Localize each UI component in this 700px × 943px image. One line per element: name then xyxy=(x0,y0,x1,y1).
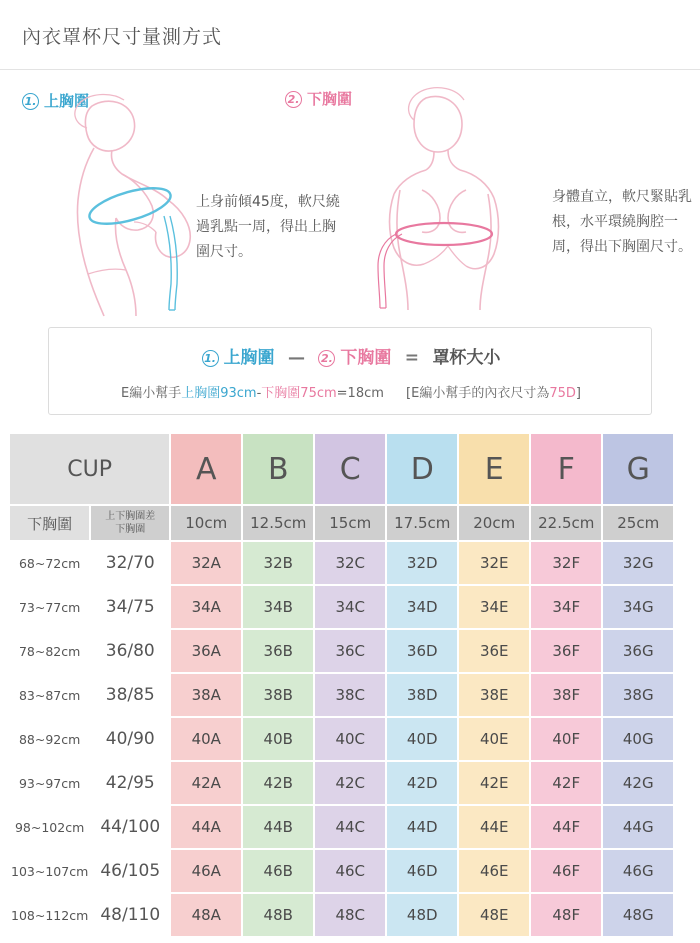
table-row xyxy=(10,718,673,760)
cell-B: 48B xyxy=(243,894,313,936)
formula-box xyxy=(48,327,652,415)
cell-D: 48D xyxy=(387,894,457,936)
cell-C: 44C xyxy=(315,806,385,848)
cell-F: 44F xyxy=(531,806,601,848)
cup-header-E: E xyxy=(459,434,529,504)
cell-D: 40D xyxy=(387,718,457,760)
cell-A: 38A xyxy=(171,674,241,716)
example-note-size: 75D xyxy=(549,386,576,401)
cell-B: 36B xyxy=(243,630,313,672)
cell-A: 42A xyxy=(171,762,241,804)
cell-F: 38F xyxy=(531,674,601,716)
step-1-caption: 上身前傾45度，軟尺繞過乳點一周，得出上胸圍尺寸。 xyxy=(196,194,340,260)
cell-C: 36C xyxy=(315,630,385,672)
cell-G: 36G xyxy=(603,630,673,672)
cell-E: 40E xyxy=(459,718,529,760)
row-band-size: 38/85 xyxy=(91,674,169,716)
example-note-prefix: [E編小幫手的內衣尺寸為 xyxy=(406,386,550,401)
table-row xyxy=(10,762,673,804)
cell-G: 32G xyxy=(603,542,673,584)
row-band-size: 42/95 xyxy=(91,762,169,804)
example-note-suffix: ] xyxy=(575,386,581,401)
cup-header-label: CUP xyxy=(10,434,169,504)
cell-E: 32E xyxy=(459,542,529,584)
cell-G: 42G xyxy=(603,762,673,804)
step-1-text: 上胸圍 xyxy=(44,92,90,110)
cell-G: 48G xyxy=(603,894,673,936)
example-prefix: E編小幫手 xyxy=(121,386,182,401)
cell-G: 38G xyxy=(603,674,673,716)
cell-D: 36D xyxy=(387,630,457,672)
cell-C: 34C xyxy=(315,586,385,628)
cell-F: 42F xyxy=(531,762,601,804)
cell-E: 44E xyxy=(459,806,529,848)
cell-E: 36E xyxy=(459,630,529,672)
formula-result: 罩杯大小 xyxy=(432,348,501,368)
cell-C: 46C xyxy=(315,850,385,892)
cell-D: 38D xyxy=(387,674,457,716)
cup-header-C: C xyxy=(315,434,385,504)
example-dash: - xyxy=(256,386,262,401)
cup-header-D: D xyxy=(387,434,457,504)
table-row xyxy=(10,542,673,584)
underbust-header-label: 下胸圍 xyxy=(10,506,89,540)
example-top-value: 上胸圍93cm xyxy=(181,386,257,401)
cup-header-B: B xyxy=(243,434,313,504)
step-2-caption: 身體直立，軟尺緊貼乳根，水平環繞胸腔一周，得出下胸圍尺寸。 xyxy=(552,189,692,255)
example-under-value: 下胸圍75cm xyxy=(261,386,337,401)
diff-value-E: 20cm xyxy=(459,506,529,540)
page-title: 內衣罩杯尺寸量測方式 xyxy=(22,26,223,48)
formula-expression xyxy=(49,343,653,368)
step-2-text: 下胸圍 xyxy=(307,90,353,108)
table-row xyxy=(10,806,673,848)
cell-D: 32D xyxy=(387,542,457,584)
diff-header-label xyxy=(91,506,169,540)
row-band-size: 48/110 xyxy=(91,894,169,936)
figure-underbust-measure-illustration xyxy=(330,82,550,312)
table-row xyxy=(10,630,673,672)
cell-B: 38B xyxy=(243,674,313,716)
cell-C: 42C xyxy=(315,762,385,804)
cell-C: 38C xyxy=(315,674,385,716)
formula-example xyxy=(49,382,653,401)
row-band-size: 32/70 xyxy=(91,542,169,584)
table-row xyxy=(10,850,673,892)
cup-header-G: G xyxy=(603,434,673,504)
cell-G: 44G xyxy=(603,806,673,848)
example-suffix: =18cm xyxy=(336,386,384,401)
formula-num-1: 1. xyxy=(202,350,219,367)
cell-E: 46E xyxy=(459,850,529,892)
row-band-size: 44/100 xyxy=(91,806,169,848)
cell-B: 40B xyxy=(243,718,313,760)
cell-B: 34B xyxy=(243,586,313,628)
formula-equals: = xyxy=(404,348,420,368)
table-row xyxy=(10,674,673,716)
cell-G: 34G xyxy=(603,586,673,628)
cell-G: 40G xyxy=(603,718,673,760)
row-underbust-range: 78~82cm xyxy=(10,630,89,672)
row-underbust-range: 93~97cm xyxy=(10,762,89,804)
diff-header-top: 上下胸圍差 xyxy=(105,511,156,522)
cell-B: 42B xyxy=(243,762,313,804)
diff-value-A: 10cm xyxy=(171,506,241,540)
cell-A: 44A xyxy=(171,806,241,848)
row-underbust-range: 98~102cm xyxy=(10,806,89,848)
step-2-number: 2. xyxy=(285,91,302,108)
cell-A: 40A xyxy=(171,718,241,760)
cell-F: 46F xyxy=(531,850,601,892)
cell-A: 32A xyxy=(171,542,241,584)
cell-C: 32C xyxy=(315,542,385,584)
formula-term-2 xyxy=(318,348,391,368)
row-underbust-range: 73~77cm xyxy=(10,586,89,628)
formula-term-1 xyxy=(202,348,275,368)
cell-C: 40C xyxy=(315,718,385,760)
diff-value-C: 15cm xyxy=(315,506,385,540)
table-header-diff-row xyxy=(10,506,673,540)
diff-value-B: 12.5cm xyxy=(243,506,313,540)
row-band-size: 36/80 xyxy=(91,630,169,672)
illustration-area xyxy=(0,70,700,320)
row-underbust-range: 108~112cm xyxy=(10,894,89,936)
cell-A: 36A xyxy=(171,630,241,672)
formula-minus: — xyxy=(287,348,305,368)
size-table xyxy=(8,432,675,938)
formula-term-2-text: 下胸圍 xyxy=(340,348,392,368)
cell-F: 48F xyxy=(531,894,601,936)
cell-F: 36F xyxy=(531,630,601,672)
cell-E: 48E xyxy=(459,894,529,936)
formula-num-2: 2. xyxy=(318,350,335,367)
cell-A: 34A xyxy=(171,586,241,628)
cell-C: 48C xyxy=(315,894,385,936)
row-band-size: 34/75 xyxy=(91,586,169,628)
formula-term-1-text: 上胸圍 xyxy=(223,348,275,368)
diff-value-D: 17.5cm xyxy=(387,506,457,540)
table-header-cup-row xyxy=(10,434,673,504)
cup-header-F: F xyxy=(531,434,601,504)
cell-B: 46B xyxy=(243,850,313,892)
cup-header-A: A xyxy=(171,434,241,504)
cell-E: 42E xyxy=(459,762,529,804)
cell-E: 38E xyxy=(459,674,529,716)
row-band-size: 46/105 xyxy=(91,850,169,892)
cell-D: 46D xyxy=(387,850,457,892)
row-underbust-range: 88~92cm xyxy=(10,718,89,760)
row-underbust-range: 68~72cm xyxy=(10,542,89,584)
diff-header-bottom: 下胸圍 xyxy=(115,524,146,535)
table-row xyxy=(10,586,673,628)
cell-E: 34E xyxy=(459,586,529,628)
row-underbust-range: 83~87cm xyxy=(10,674,89,716)
cell-D: 42D xyxy=(387,762,457,804)
row-underbust-range: 103~107cm xyxy=(10,850,89,892)
cell-F: 40F xyxy=(531,718,601,760)
bottom-spacer xyxy=(0,939,700,943)
cell-B: 44B xyxy=(243,806,313,848)
cell-A: 46A xyxy=(171,850,241,892)
cell-A: 48A xyxy=(171,894,241,936)
cell-F: 34F xyxy=(531,586,601,628)
row-band-size: 40/90 xyxy=(91,718,169,760)
cell-G: 46G xyxy=(603,850,673,892)
example-note xyxy=(406,386,581,401)
cell-D: 34D xyxy=(387,586,457,628)
cell-F: 32F xyxy=(531,542,601,584)
cell-D: 44D xyxy=(387,806,457,848)
diff-value-F: 22.5cm xyxy=(531,506,601,540)
cell-B: 32B xyxy=(243,542,313,584)
title-bar xyxy=(0,0,700,70)
step-1-number: 1. xyxy=(22,93,39,110)
diff-value-G: 25cm xyxy=(603,506,673,540)
table-row xyxy=(10,894,673,936)
